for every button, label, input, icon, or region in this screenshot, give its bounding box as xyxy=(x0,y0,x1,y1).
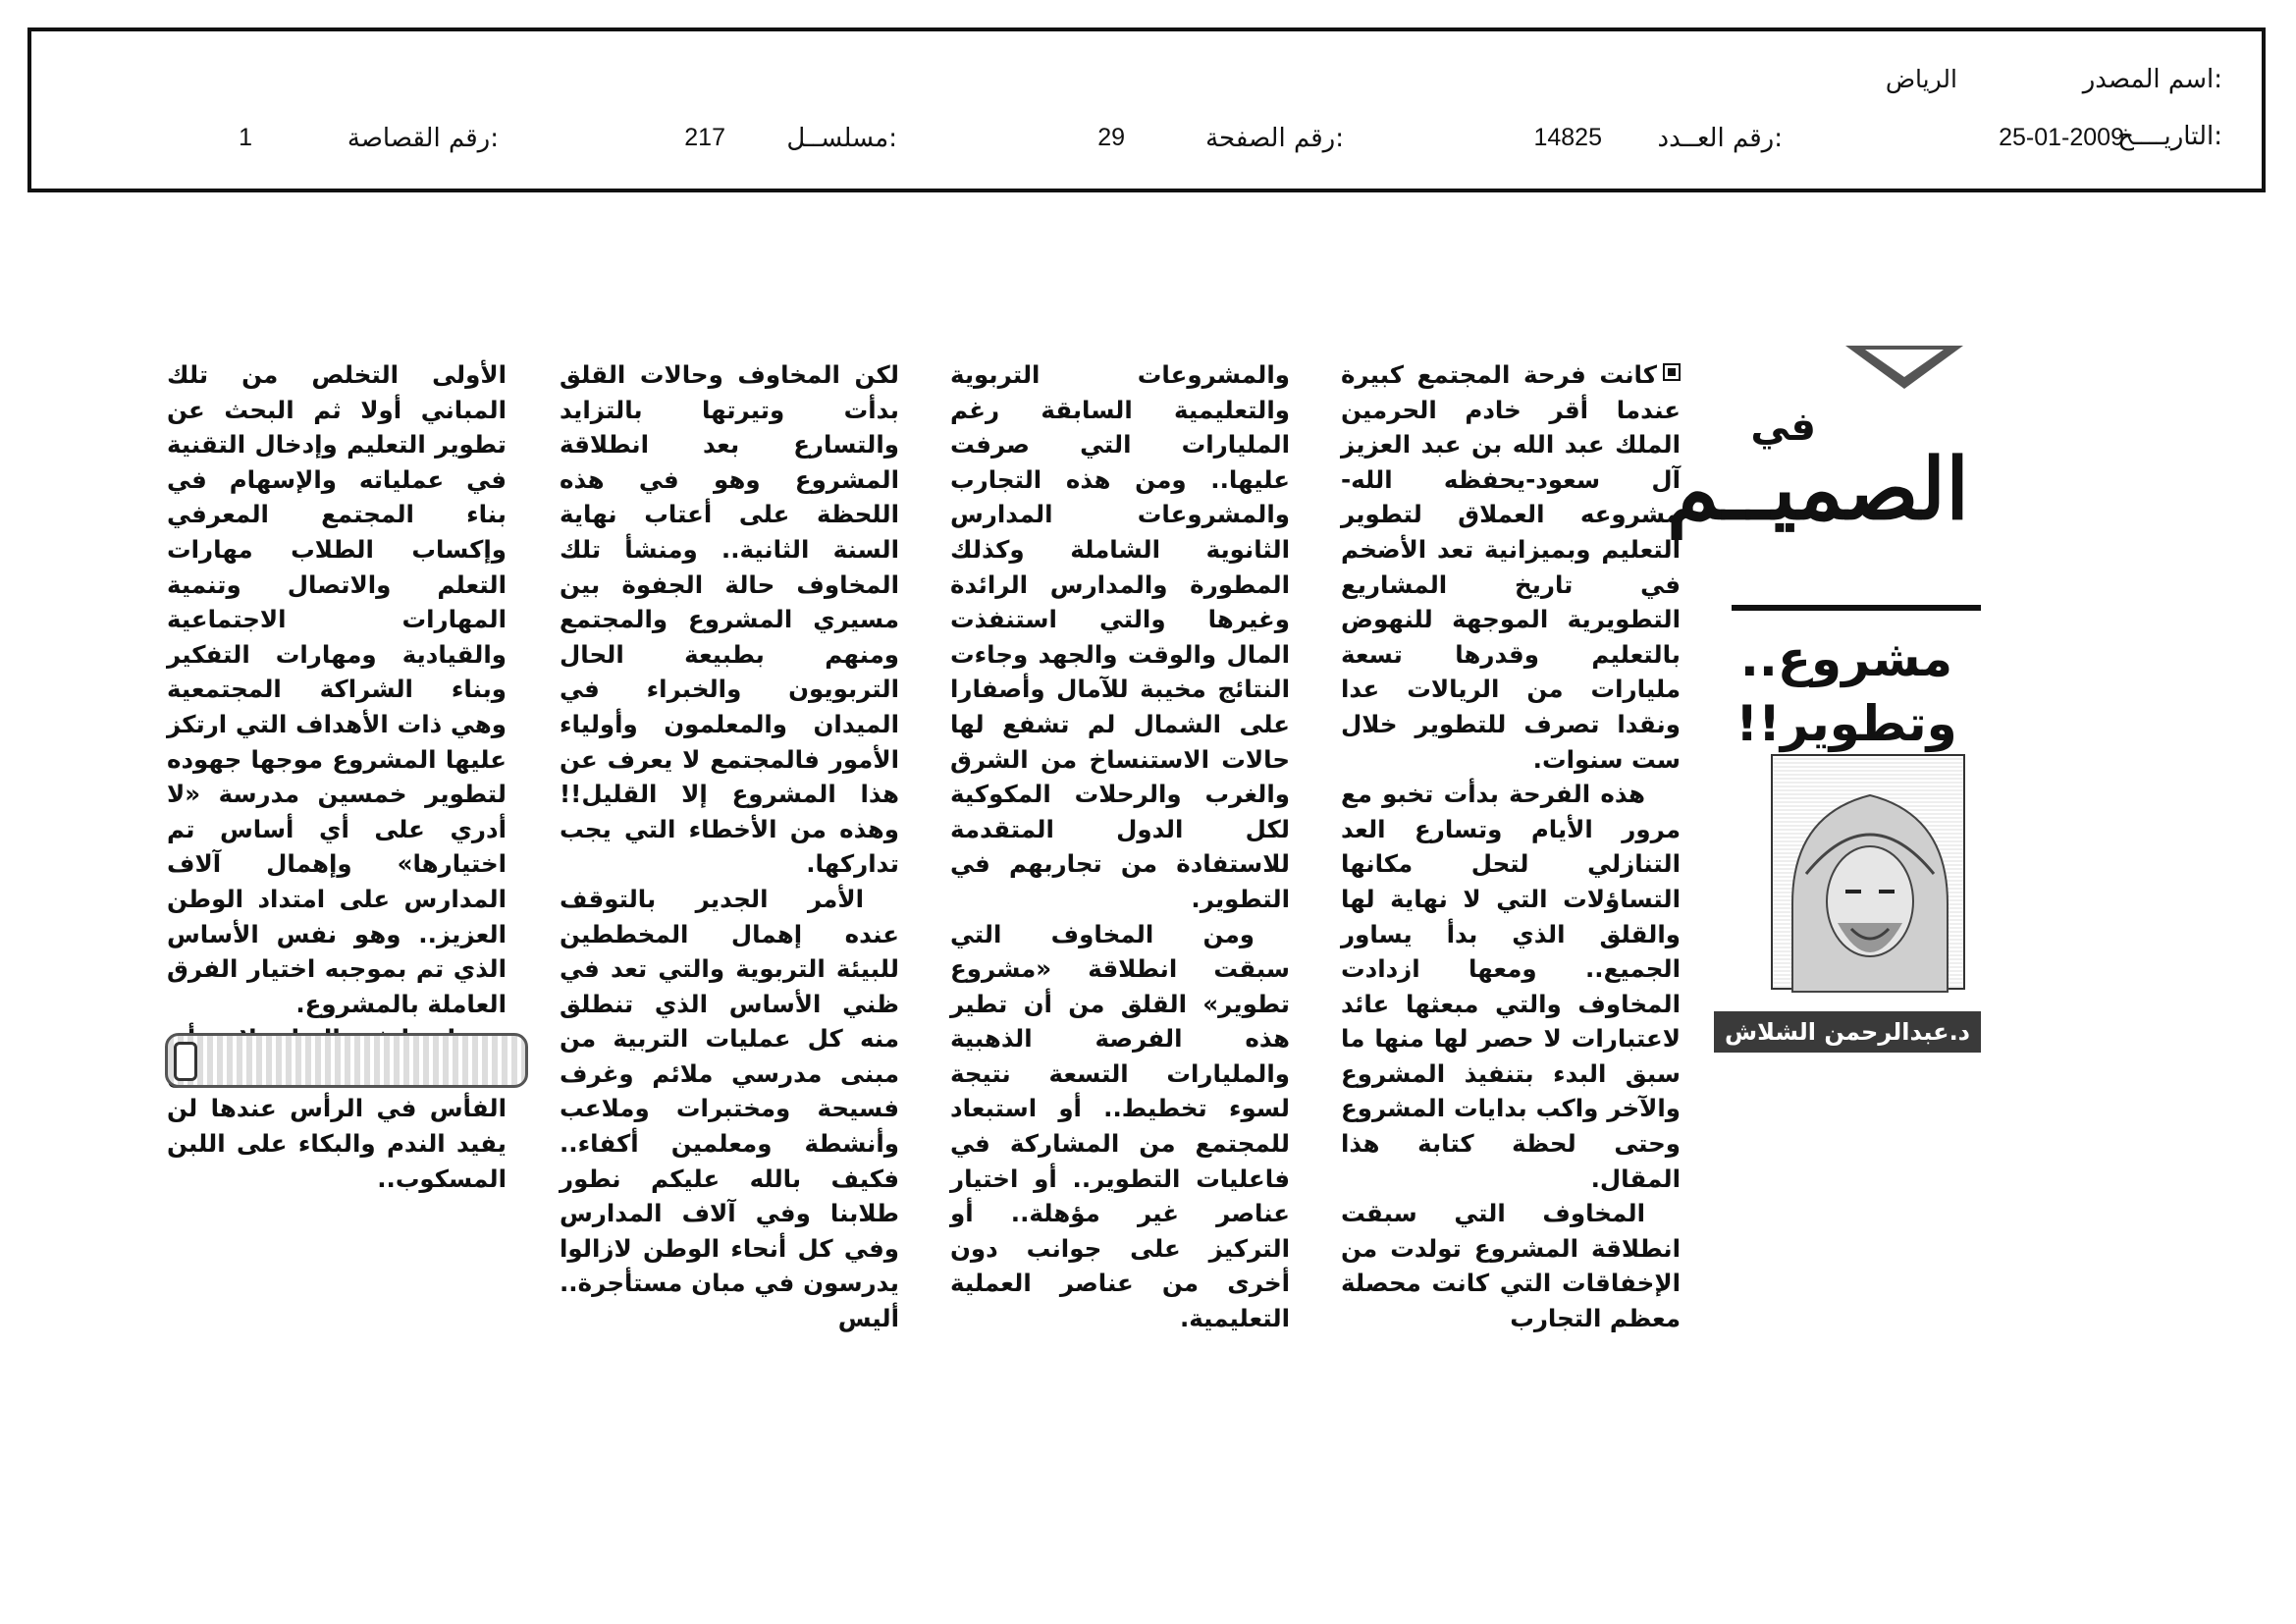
article-column-4 xyxy=(167,357,507,1193)
phone-icon xyxy=(174,1042,197,1081)
page-label: رقم الصفحة: xyxy=(1205,124,1344,153)
issue-value: 14825 xyxy=(1533,124,1602,151)
page-value: 29 xyxy=(1097,124,1125,151)
paragraph: لكن المخاوف وحالات القلق بدأت وتيرتها بالتزايد والتسارع بعد انطلاقة المشروع وهو في هذه اللحظة على أعتاب نهاية السنة الثانية.. ومنشأ تلك المخاوف حالة الجفوة بين مسيري المشروع والمجتمع ومنهم بطبيعة الحال التربويون والخبراء في الميدان والمعلمون وأولياء الأمور فالمجتمع لا يعرف عن هذا المشروع إلا القليل!! وهذه من الأخطاء التي يجب تداركها. xyxy=(560,360,899,879)
paragraph: والمشروعات التربوية والتعليمية السابقة رغم المليارات التي صرفت عليها.. ومن هذه التجارب والمشروعات المدارس الثانوية الشاملة وكذلك المطورة والمدارس الرائدة وغيرها والتي استنفذت المال والوقت والجهد وجاءت النتائج مخيبة للآمال وأصفارا على الشمال لم تشفع لها حالات الاستنساخ من الشرق والغرب والرحلات المكوكية لكل الدول المتقدمة للاستفادة من تجاربهم في التطوير. xyxy=(950,360,1290,913)
paragraph: الأولى التخلص من تلك المباني أولا ثم البحث عن تطوير التعليم وإدخال التقنية في عملياته والإسهام في بناء المجتمع المعرفي وإكساب الطلاب مهارات التعلم والاتصال وتنمية المهارات الاجتماعية والقيادية ومهارات التفكير وبناء الشراكة المجتمعية وهي ذات الأهداف التي ارتكز عليها المشروع موجها جهوده لتطوير خمسين مدرسة «لا أدري على أي أساس تم اختيارها» وإهمال آلاف المدارس على امتداد الوطن العزيز.. وهو نفس الأساس الذي تم بموجبه اختيار الفرق العاملة بالمشروع. xyxy=(167,360,507,1018)
serial-value: 217 xyxy=(684,124,725,151)
article-column-2 xyxy=(950,357,1290,1333)
author-name: د.عبدالرحمن الشلاش xyxy=(1714,1011,1981,1053)
serial-label: مسلســل: xyxy=(786,124,897,153)
paragraph: الفأس في الرأس عندها لن يفيد الندم والبكاء على اللبن المسكوب.. xyxy=(167,1094,507,1193)
author-portrait-icon xyxy=(1773,756,1967,992)
column-masthead xyxy=(1667,342,1989,1058)
masthead-rule xyxy=(1732,605,1981,611)
paragraph: ومن المخاوف التي سبقت انطلاقة «مشروع تطوير» القلق من أن تطير هذه الفرصة الذهبية والمليارات التسعة نتيجة لسوء تخطيط.. أو استبعاد للمجتمع من المشاركة في فاعليات التطوير.. أو اختيار عناصر غير مؤهلة.. أو التركيز على جوانب دون أخرى من عناصر العملية التعليمية. xyxy=(950,919,1290,1333)
paragraph-bullet-icon xyxy=(1663,363,1681,381)
article-title-line-2: وتطوير!! xyxy=(1735,695,1957,752)
newspaper-footer-badge xyxy=(165,1033,528,1088)
article-title xyxy=(1724,626,1969,756)
clip-value: 1 xyxy=(239,124,252,151)
source-header-box xyxy=(27,27,2266,192)
date-label: التاريــــخ: xyxy=(2117,122,2222,151)
source-label: اسم المصدر: xyxy=(2082,65,2222,94)
column-name: الصميــم xyxy=(1667,440,1969,539)
article-column-3 xyxy=(560,357,899,1333)
date-value: 25-01-2009 xyxy=(1999,124,2124,151)
source-value: الرياض xyxy=(1885,66,1957,93)
author-photo xyxy=(1771,754,1965,990)
article-title-line-1: مشروع.. xyxy=(1739,630,1953,687)
paragraph: المخاوف التي سبقت انطلاقة المشروع تولدت من الإخفاقات التي كانت محصلة معظم التجارب xyxy=(1341,1199,1681,1333)
paragraph: كانت فرحة المجتمع كبيرة عندما أقر خادم الحرمين الملك عبد الله بن عبد العزيز آل سعود-يحفظه الله-مشروعه العملاق لتطوير التعليم وبميزانية تعد الأضخم في تاريخ المشاريع التطويرية الموجهة للنهوض بالتعليم وقدرها تسعة مليارات من الريالات عدا ونقدا تصرف للتطوير خلال ست سنوات. xyxy=(1341,360,1681,774)
paragraph: هذه الفرحة بدأت تخبو مع مرور الأيام وتسارع العد التنازلي لتحل مكانها التساؤلات التي لا نهاية لها والقلق الذي بدأ يساور الجميع.. ومعها ازدادت المخاوف والتي مبعثها عائد لاعتبارات لا حصر لها منها ما سبق البدء بتنفيذ المشروع والآخر واكب بدايات المشروع وحتى لحظة كتابة هذا المقال. xyxy=(1341,780,1681,1193)
column-prefix: في xyxy=(1750,405,1816,450)
article-column-1 xyxy=(1341,357,1681,1333)
clip-label: رقم القصاصة: xyxy=(347,124,499,153)
paragraph: الأمر الجدير بالتوقف عنده إهمال المخططين للبيئة التربوية والتي تعد في ظني الأساس الذي تنطلق منه كل عمليات التربية من مبنى مدرسي ملائم وغرف فسيحة ومختبرات وملاعب وأنشطة ومعلمين أكفاء.. فكيف بالله عليكم نطور طلابنا وفي آلاف المدارس وفي كل أنحاء الوطن لازالوا يدرسون في مبان مستأجرة.. أليس xyxy=(560,884,899,1333)
issue-label: رقم العــدد: xyxy=(1657,124,1783,153)
